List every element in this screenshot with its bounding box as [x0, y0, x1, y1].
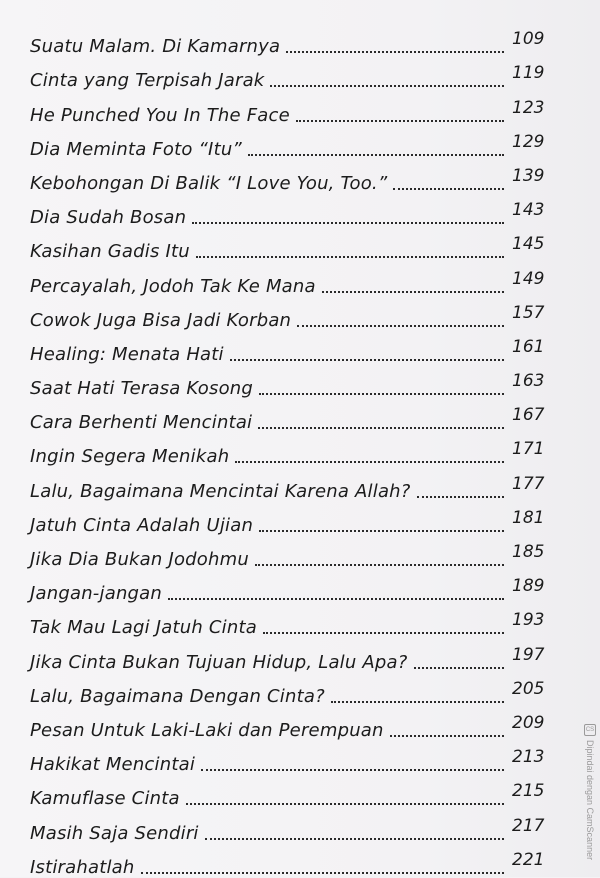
toc-entry-page-number: 177 — [512, 473, 545, 494]
toc-entry-page-number: 143 — [512, 200, 545, 221]
dot-leader — [393, 188, 504, 190]
toc-entry-page-number: 221 — [512, 849, 545, 870]
toc-entry-page-number: 167 — [512, 405, 545, 426]
toc-entry-title: Ingin Segera Menikah — [30, 446, 230, 468]
dot-leader — [192, 222, 504, 224]
toc-entry-title: Saat Hati Terasa Kosong — [30, 378, 254, 400]
toc-entry — [30, 672, 550, 706]
toc-entry-title: Hakikat Mencintai — [30, 754, 196, 776]
table-of-contents — [30, 22, 550, 877]
scanner-watermark — [584, 724, 596, 860]
toc-entry — [30, 159, 550, 193]
toc-entry-title: Cinta yang Terpisah Jarak — [30, 70, 265, 92]
toc-entry-title: Percayalah, Jodoh Tak Ke Mana — [30, 275, 316, 297]
toc-entry-title: Kasihan Gadis Itu — [30, 241, 190, 263]
toc-entry-page-number: 205 — [512, 678, 545, 699]
toc-entry-page-number: 217 — [512, 815, 545, 836]
toc-entry-page-number: 119 — [512, 63, 545, 84]
toc-entry-title: Kebohongan Di Balik “I Love You, Too.” — [30, 172, 388, 194]
toc-entry-page-number: 181 — [512, 507, 545, 528]
dot-leader — [196, 256, 504, 258]
dot-leader — [390, 735, 504, 737]
toc-entry-page-number: 163 — [512, 371, 545, 392]
toc-entry — [30, 808, 550, 842]
toc-entry-title: Jika Dia Bukan Jodohmu — [30, 549, 249, 570]
dot-leader — [297, 325, 504, 327]
toc-entry — [30, 261, 550, 295]
dot-leader — [263, 632, 504, 634]
toc-entry — [30, 774, 550, 808]
toc-entry-page-number: 109 — [512, 29, 545, 50]
dot-leader — [296, 120, 504, 122]
dot-leader — [286, 51, 504, 53]
toc-entry-page-number: 139 — [512, 165, 545, 186]
toc-entry-title: Jangan-jangan — [30, 583, 163, 605]
dot-leader — [235, 461, 504, 463]
toc-entry — [30, 706, 550, 740]
toc-entry-page-number: 185 — [512, 542, 545, 562]
toc-entry — [30, 227, 550, 261]
toc-entry-title: Jika Cinta Bukan Tujuan Hidup, Lalu Apa? — [30, 651, 408, 673]
dot-leader — [322, 291, 504, 293]
dot-leader — [258, 427, 504, 429]
toc-entry-page-number: 209 — [512, 712, 545, 733]
dot-leader — [259, 393, 504, 395]
toc-entry — [30, 364, 550, 398]
toc-entry-title: Cara Berhenti Mencintai — [30, 412, 253, 434]
toc-entry-page-number: 189 — [512, 576, 545, 597]
toc-entry-title: He Punched You In The Face — [30, 104, 290, 126]
toc-entry — [30, 330, 550, 364]
toc-entry — [30, 193, 550, 227]
toc-entry-title: Lalu, Bagaimana Dengan Cinta? — [30, 685, 325, 707]
toc-entry-title: Tak Mau Lagi Jatuh Cinta — [30, 617, 257, 639]
dot-leader — [255, 564, 504, 566]
toc-entry-title: Dia Sudah Bosan — [30, 207, 187, 229]
watermark-text: Dipindai dengan CamScanner — [585, 740, 595, 861]
toc-entry-title: Istirahatlah — [30, 856, 135, 878]
toc-entry — [30, 125, 550, 159]
dot-leader — [259, 530, 504, 532]
toc-entry-title: Jatuh Cinta Adalah Ujian — [30, 514, 254, 536]
dot-leader — [417, 496, 504, 498]
dot-leader — [141, 872, 504, 874]
toc-entry-page-number: 215 — [512, 781, 545, 802]
dot-leader — [186, 803, 504, 805]
toc-entry-page-number: 213 — [512, 747, 545, 768]
toc-entry-title: Healing: Menata Hati — [30, 343, 224, 365]
toc-entry-title: Suatu Malam. Di Kamarnya — [30, 36, 281, 58]
toc-entry — [30, 296, 550, 330]
toc-entry — [30, 432, 550, 466]
toc-entry-page-number: 193 — [512, 610, 545, 631]
toc-entry-title: Masih Saja Sendiri — [30, 822, 199, 844]
toc-entry — [30, 501, 550, 535]
toc-entry — [30, 637, 550, 671]
toc-entry-title: Kamuflase Cinta — [30, 788, 180, 810]
toc-entry — [30, 740, 550, 774]
toc-entry-title: Cowok Juga Bisa Jadi Korban — [30, 309, 292, 331]
toc-entry-page-number: 161 — [512, 336, 545, 357]
toc-entry — [30, 466, 550, 500]
toc-entry-title: Pesan Untuk Laki-Laki dan Perempuan — [30, 719, 384, 741]
dot-leader — [414, 667, 504, 669]
toc-entry-title: Lalu, Bagaimana Mencintai Karena Allah? — [30, 480, 411, 502]
dot-leader — [248, 154, 504, 156]
dot-leader — [270, 85, 504, 87]
toc-entry-page-number: 123 — [512, 97, 545, 118]
dot-leader — [230, 359, 504, 361]
toc-entry-page-number: 149 — [512, 268, 545, 289]
camscanner-icon: CS — [584, 724, 596, 736]
dot-leader — [168, 598, 504, 600]
toc-entry — [30, 22, 550, 56]
toc-entry-page-number: 157 — [512, 302, 545, 323]
toc-entry — [30, 603, 550, 637]
toc-entry-page-number: 145 — [512, 234, 545, 255]
toc-entry — [30, 535, 550, 569]
toc-entry-page-number: 171 — [512, 439, 545, 460]
dot-leader — [331, 701, 504, 703]
toc-entry — [30, 56, 550, 90]
toc-entry-page-number: 129 — [512, 131, 545, 152]
toc-entry — [30, 843, 550, 877]
toc-entry — [30, 398, 550, 432]
dot-leader — [205, 838, 504, 840]
toc-entry — [30, 90, 550, 124]
toc-entry-page-number: 197 — [512, 644, 545, 665]
toc-entry-title: Dia Meminta Foto “Itu” — [30, 138, 242, 160]
toc-entry — [30, 569, 550, 603]
dot-leader — [201, 769, 504, 771]
